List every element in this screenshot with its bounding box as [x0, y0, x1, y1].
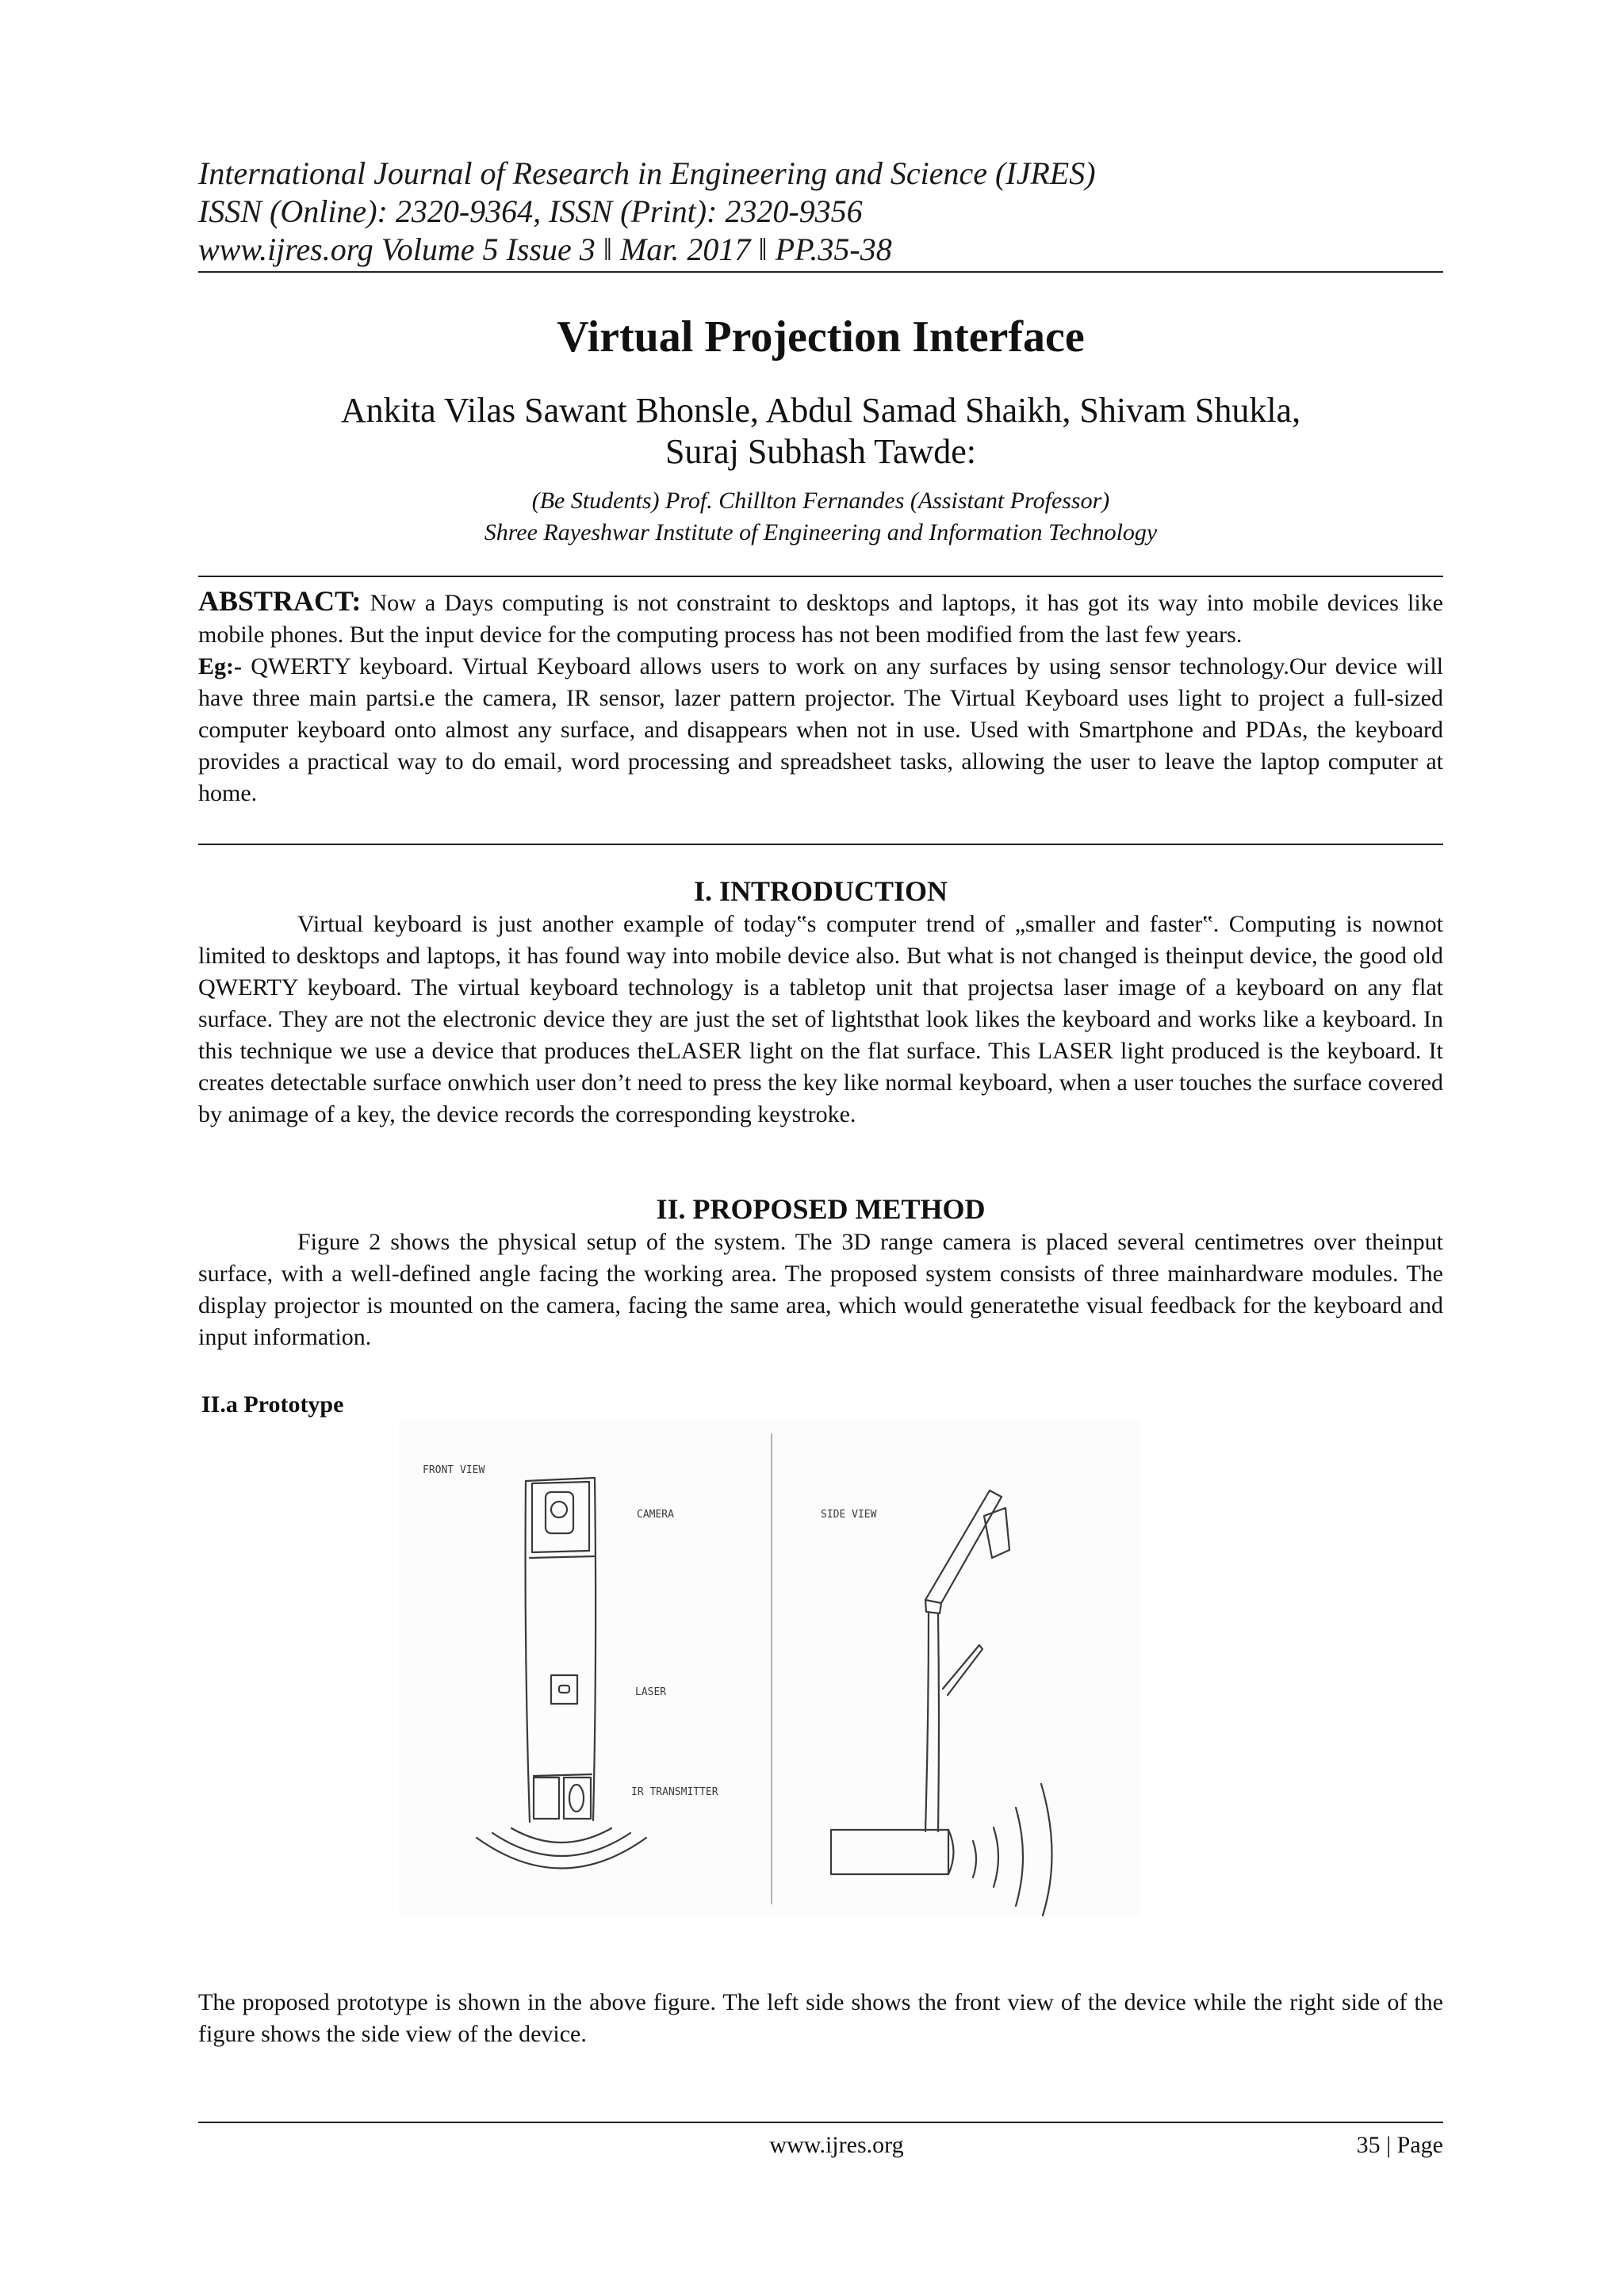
- authors-line-1: Ankita Vilas Sawant Bhonsle, Abdul Samad Shaikh, Shivam Shukla,: [340, 391, 1301, 430]
- paper-title: Virtual Projection Interface: [557, 312, 1085, 362]
- abstract-paragraph-2: [198, 651, 1443, 809]
- figure-caption-paragraph: The proposed prototype is shown in the above figure. The left side shows the front view of the device while the right side of the figure shows the side view of the device.: [198, 1989, 1443, 2047]
- abstract-heading: ABSTRACT:: [198, 585, 362, 617]
- abstract-text-2: QWERTY keyboard. Virtual Keyboard allows users to work on any surfaces by using sensor technology.Our device will have three main partsi.e the camera, IR sensor, lazer pattern projector. The Virtual Keyboard uses light to project a full-sized computer keyboard onto almost any surface, and disappears when not in use. Used with Smartphone and PDAs, the keyboard provides a practical way to do email, word processing and spreadsheet tasks, allowing the user to leave the laptop computer at home.: [198, 653, 1443, 806]
- affiliation-line-1: (Be Students) Prof. Chillton Fernandes (Assistant Professor): [531, 488, 1110, 514]
- section-heading-introduction: I. INTRODUCTION: [693, 875, 948, 907]
- laser-label: LASER: [635, 1686, 667, 1698]
- subsection-heading-prototype: II.a Prototype: [201, 1391, 344, 1418]
- section-heading-proposed-method: II. PROPOSED METHOD: [656, 1193, 986, 1225]
- abstract-top-rule: [198, 576, 1443, 577]
- author-list: [198, 390, 1443, 473]
- introduction-paragraph: Virtual keyboard is just another example of today‟s computer trend of „smaller and faster‟. Computing is nownot limited to desktops and laptops, it has found way into mobile device also. But what is not changed is theinput device, the good old QWERTY keyboard. The virtual keyboard technology is a tabletop unit that projectsa laser image of a keyboard on any flat surface. They are not the electronic device they are just the set of lightsthat look likes the keyboard and works like a keyboard. In this technique we use a device that produces theLASER light on the flat surface. This LASER light produced is the keyboard. It creates detectable surface onwhich user don’t need to press the key like normal keyboard, when a user touches the surface covered by animage of a key, the device records the corresponding keystroke.: [198, 911, 1443, 1127]
- camera-label: CAMERA: [637, 1509, 674, 1521]
- affiliation-line-2: Shree Rayeshwar Institute of Engineering and Information Technology: [484, 519, 1158, 545]
- journal-name: International Journal of Research in Engineering and Science (IJRES): [198, 155, 1096, 191]
- abstract-paragraph-1: [198, 585, 1443, 651]
- journal-header: [198, 155, 1443, 269]
- affiliation: [198, 485, 1443, 549]
- journal-issn: ISSN (Online): 2320-9364, ISSN (Print): 2320-9356: [198, 193, 863, 229]
- journal-volume: www.ijres.org Volume 5 Issue 3 ǁ Mar. 2017 ǁ PP.35-38: [198, 232, 892, 267]
- abstract-block: [198, 585, 1443, 809]
- footer-rule: [198, 2122, 1443, 2123]
- ir-transmitter-label: IR TRANSMITTER: [631, 1786, 718, 1798]
- prototype-figure: [399, 1419, 1140, 1917]
- abstract-bottom-rule: [198, 844, 1443, 845]
- abstract-eg-label: Eg:-: [198, 653, 242, 679]
- footer-page-number: 35 | Page: [1356, 2132, 1443, 2158]
- authors-line-2: Suraj Subhash Tawde:: [665, 432, 977, 471]
- proposed-method-paragraph: Figure 2 shows the physical setup of the system. The 3D range camera is placed several centimetres over theinput surface, with a well-defined angle facing the working area. The proposed system consists of three mainhardware modules. The display projector is mounted on the camera, facing the same area, which would generatethe visual feedback for the keyboard and input information.: [198, 1229, 1443, 1350]
- header-rule: [198, 271, 1443, 273]
- side-view-label: SIDE VIEW: [821, 1509, 877, 1521]
- front-view-label: FRONT VIEW: [423, 1464, 485, 1476]
- footer-website: www.ijres.org: [769, 2132, 904, 2158]
- abstract-text-1: Now a Days computing is not constraint to desktops and laptops, it has got its way into mobile devices like mobile phones. But the input device for the computing process has not been modified from the last few years.: [198, 590, 1443, 648]
